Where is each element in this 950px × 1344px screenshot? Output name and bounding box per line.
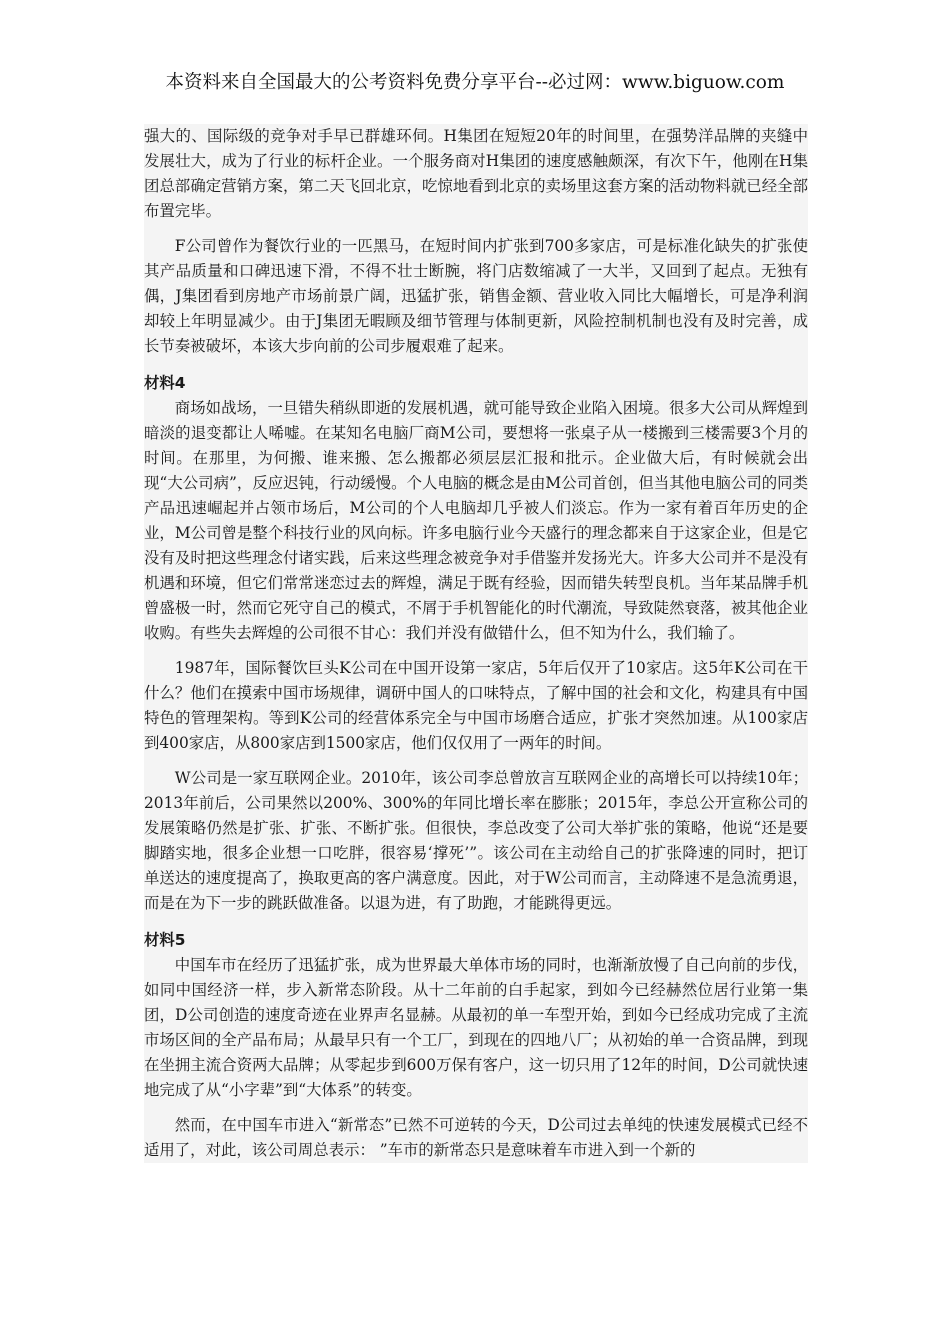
section-heading-material-4: 材料4 — [144, 374, 186, 392]
page-header: 本资料来自全国最大的公考资料免费分享平台--必过网：www.biguow.com — [165, 72, 785, 93]
paragraph-d-company-new-normal: 然而，在中国车市进入“新常态”已然不可逆转的今天，D公司过去单纯的快速发展模式已经不适用了，对此，该公司周总表示： ”车市的新常态只是意味着车市进入到一个新的 — [144, 1116, 808, 1159]
section-heading-material-5: 材料5 — [144, 931, 186, 949]
paragraph-k-company: 1987年，国际餐饮巨头K公司在中国开设第一家店，5年后仅开了10家店。这5年K公司在干什么？他们在摸索中国市场规律，调研中国人的口味特点，了解中国的社会和文化，构建具有中国特色的管理架构。等到K公司的经营体系完全与中国市场磨合适应，扩张才突然加速。从100家店到400家店，从800家店到1500家店，他们仅仅用了一两年的时间。 — [144, 659, 808, 752]
document-body — [144, 124, 808, 1163]
paragraph-m-company: 商场如战场，一旦错失稍纵即逝的发展机遇，就可能导致企业陷入困境。很多大公司从辉煌到暗淡的退变都让人唏嘘。在某知名电脑厂商M公司，要想将一张桌子从一楼搬到三楼需要3个月的时间。在那里，为何搬、谁来搬、怎么搬都必须层层汇报和批示。企业做大后，有时候就会出现“大公司病”，反应迟钝，行动缓慢。个人电脑的概念是由M公司首创，但当其他电脑公司的同类产品迅速崛起并占领市场后，M公司的个人电脑却几乎被人们淡忘。作为一家有着百年历史的企业，M公司曾是整个科技行业的风向标。许多电脑行业今天盛行的理念都来自于这家企业，但是它没有及时把这些理念付诸实践，后来这些理念被竞争对手借鉴并发扬光大。许多大公司并不是没有机遇和环境，但它们常常迷恋过去的辉煌，满足于既有经验，因而错失转型良机。当年某品牌手机曾盛极一时，然而它死守自己的模式，不屑于手机智能化的时代潮流，导致陡然衰落，被其他企业收购。有些失去辉煌的公司很不甘心：我们并没有做错什么，但不知为什么，我们输了。 — [144, 399, 808, 642]
paragraph-d-company: 中国车市在经历了迅猛扩张，成为世界最大单体市场的同时，也渐渐放慢了自己向前的步伐，如同中国经济一样，步入新常态阶段。从十二年前的白手起家，到如今已经赫然位居行业第一集团，D公司创造的速度奇迹在业界声名显赫。从最初的单一车型开始，到如今已经成功完成了主流市场区间的全产品布局；从最早只有一个工厂，到现在的四地八厂；从初始的单一合资品牌，到现在坐拥主流合资两大品牌；从零起步到600万保有客户，这一切只用了12年的时间，D公司就快速地完成了从“小字辈”到“大体系”的转变。 — [144, 956, 808, 1099]
paragraph-w-company: W公司是一家互联网企业。2010年，该公司李总曾放言互联网企业的高增长可以持续10年；2013年前后，公司果然以200%、300%的年同比增长率在膨胀；2015年，李总公开宣称公司的发展策略仍然是扩张、扩张、不断扩张。但很快，李总改变了公司大举扩张的策略，他说“还是要脚踏实地，很多企业想一口吃胖，很容易‘撑死’”。该公司在主动给自己的扩张降速的同时，把订单送达的速度提高了，换取更高的客户满意度。因此，对于W公司而言，主动降速不是急流勇退，而是在为下一步的跳跃做准备。以退为进，有了助跑，才能跳得更远。 — [144, 769, 808, 912]
paragraph-f-company: F公司曾作为餐饮行业的一匹黑马，在短时间内扩张到700多家店，可是标准化缺失的扩张使其产品质量和口碑迅速下滑，不得不壮士断腕，将门店数缩减了一大半，又回到了起点。无独有偶，J集团看到房地产市场前景广阔，迅猛扩张，销售金额、营业收入同比大幅增长，可是净利润却较上年明显减少。由于J集团无暇顾及细节管理与体制更新，风险控制机制也没有及时完善，成长节奏被破坏，本该大步向前的公司步履艰难了起来。 — [144, 237, 808, 355]
paragraph-h-group: 强大的、国际级的竞争对手早已群雄环伺。H集团在短短20年的时间里，在强势洋品牌的夹缝中发展壮大，成为了行业的标杆企业。一个服务商对H集团的速度感触颇深，有次下午，他刚在H集团总部确定营销方案，第二天飞回北京，吃惊地看到北京的卖场里这套方案的活动物料就已经全部布置完毕。 — [144, 127, 808, 220]
